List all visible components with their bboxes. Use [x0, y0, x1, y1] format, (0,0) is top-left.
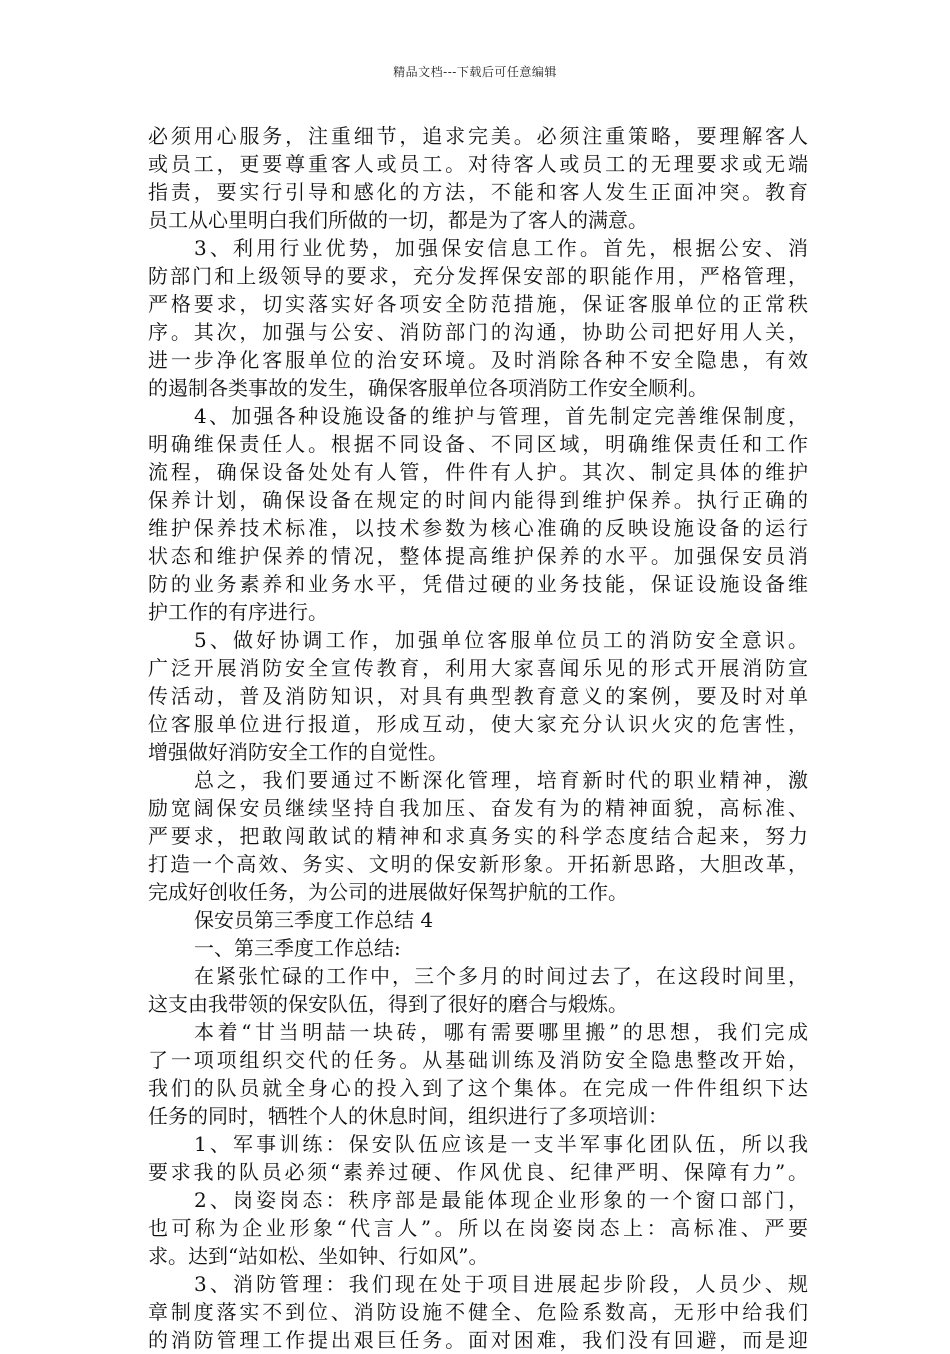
- text-line: 我们的队员就全身心的投入到了这个集体。在完成一件件组织下达: [148, 1076, 808, 1100]
- text-line: 任务的同时，牺牲个人的休息时间，组织进行了多项培训：: [148, 1104, 668, 1128]
- text-line: 完成好创收任务，为公司的进展做好保驾护航的工作。: [148, 880, 628, 904]
- text-line: 护工作的有序进行。: [148, 600, 328, 624]
- text-line: 3、消防管理：我们现在处于项目进展起步阶段，人员少、规: [194, 1272, 808, 1296]
- text-line: 广泛开展消防安全宣传教育，利用大家喜闻乐见的形式开展消防宣: [148, 656, 808, 680]
- text-line: 总之，我们要通过不断深化管理，培育新时代的职业精神，激: [194, 768, 808, 792]
- text-line: 也可称为企业形象“代言人”。所以在岗姿岗态上：高标准、严要: [148, 1216, 808, 1240]
- text-line: 在紧张忙碌的工作中，三个多月的时间过去了，在这段时间里，: [194, 964, 808, 988]
- text-line: 5、做好协调工作，加强单位客服单位员工的消防安全意识。: [194, 628, 808, 652]
- text-line: 一、第三季度工作总结:: [194, 936, 401, 960]
- text-line: 序。其次，加强与公安、消防部门的沟通，协助公司把好用人关，: [148, 320, 808, 344]
- text-line: 明确维保责任人。根据不同设备、不同区域，明确维保责任和工作: [148, 432, 808, 456]
- text-line: 这支由我带领的保安队伍，得到了很好的磨合与煅炼。: [148, 992, 628, 1016]
- text-line: 3、利用行业优势，加强保安信息工作。首先，根据公安、消: [194, 236, 808, 260]
- text-line: 了一项项组织交代的任务。从基础训练及消防安全隐患整改开始，: [148, 1048, 808, 1072]
- text-line: 保养计划，确保设备在规定的时间内能得到维护保养。执行正确的: [148, 488, 808, 512]
- text-line: 2、岗姿岗态：秩序部是最能体现企业形象的一个窗口部门，: [194, 1188, 808, 1212]
- text-line: 状态和维护保养的情况，整体提高维护保养的水平。加强保安员消: [148, 544, 808, 568]
- text-line: 求。达到“站如松、坐如钟、行如风”。: [148, 1244, 489, 1268]
- text-line: 保安员第三季度工作总结 4: [194, 908, 434, 932]
- text-line: 4、加强各种设施设备的维护与管理，首先制定完善维保制度，: [194, 404, 808, 428]
- text-line: 进一步净化客服单位的治安环境。及时消除各种不安全隐患，有效: [148, 348, 808, 372]
- text-line: 章制度落实不到位、消防设施不健全、危险系数高，无形中给我们: [148, 1300, 808, 1324]
- text-line: 传活动，普及消防知识，对具有典型教育意义的案例，要及时对单: [148, 684, 808, 708]
- text-line: 指责，要实行引导和感化的方法，不能和客人发生正面冲突。教育: [148, 180, 808, 204]
- text-line: 维护保养技术标准，以技术参数为核心准确的反映设施设备的运行: [148, 516, 808, 540]
- text-line: 位客服单位进行报道，形成互动，使大家充分认识火灾的危害性，: [148, 712, 808, 736]
- text-line: 要求我的队员必须“素养过硬、作风优良、纪律严明、保障有力”。: [148, 1160, 808, 1184]
- page-header: 精品文档---下载后可任意编辑: [393, 65, 557, 79]
- text-line: 员工从心里明白我们所做的一切，都是为了客人的满意。: [148, 208, 648, 232]
- text-line: 必须用心服务，注重细节，追求完美。必须注重策略，要理解客人: [148, 124, 808, 148]
- text-line: 的消防管理工作提出艰巨任务。面对困难，我们没有回避，而是迎: [148, 1328, 808, 1352]
- text-line: 本着“甘当明喆一块砖，哪有需要哪里搬”的思想，我们完成: [194, 1020, 808, 1044]
- text-line: 增强做好消防安全工作的自觉性。: [148, 740, 448, 764]
- text-line: 防部门和上级领导的要求，充分发挥保安部的职能作用，严格管理，: [148, 264, 808, 288]
- text-line: 严格要求，切实落实好各项安全防范措施，保证客服单位的正常秩: [148, 292, 808, 316]
- text-line: 或员工，更要尊重客人或员工。对待客人或员工的无理要求或无端: [148, 152, 808, 176]
- text-line: 打造一个高效、务实、文明的保安新形象。开拓新思路，大胆改革，: [148, 852, 808, 876]
- text-line: 严要求，把敢闯敢试的精神和求真务实的科学态度结合起来，努力: [148, 824, 808, 848]
- text-line: 1、军事训练：保安队伍应该是一支半军事化团队伍，所以我: [194, 1132, 808, 1156]
- text-line: 流程，确保设备处处有人管，件件有人护。其次、制定具体的维护: [148, 460, 808, 484]
- document-body: [148, 122, 808, 1354]
- text-line: 的遏制各类事故的发生，确保客服单位各项消防工作安全顺利。: [148, 376, 708, 400]
- text-line: 防的业务素养和业务水平，凭借过硬的业务技能，保证设施设备维: [148, 572, 808, 596]
- text-line: 励宽阔保安员继续坚持自我加压、奋发有为的精神面貌，高标准、: [148, 796, 808, 820]
